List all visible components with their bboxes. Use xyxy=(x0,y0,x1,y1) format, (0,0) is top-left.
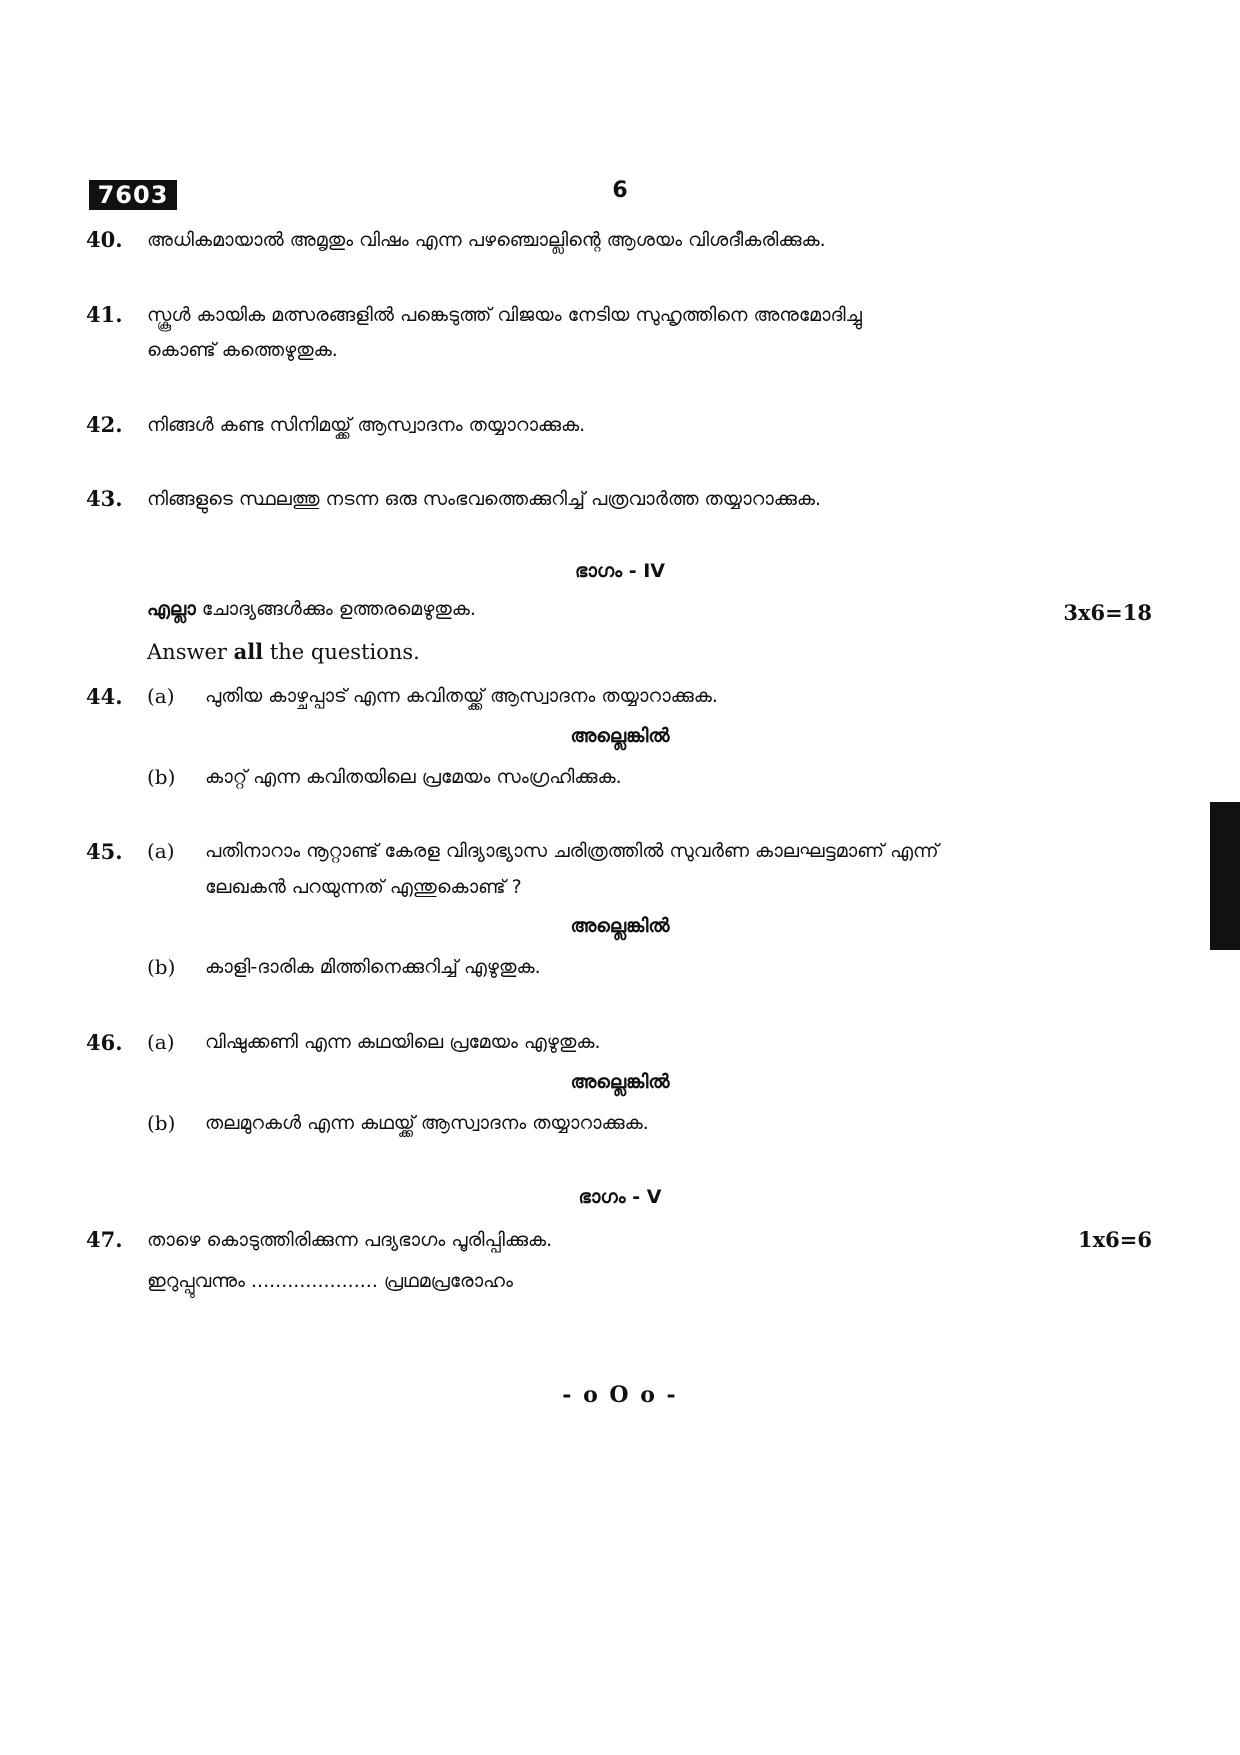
question-number: 47. xyxy=(86,1227,123,1252)
section-title-part-4: ഭാഗം - IV xyxy=(575,560,665,582)
page-edge-tab xyxy=(1210,802,1240,950)
option-label: (b) xyxy=(147,955,176,979)
instruction-en-emphasis: all xyxy=(233,639,264,664)
question-text: താഴെ കൊടുത്തിരിക്കുന്ന പദ്യഭാഗം പൂരിപ്പിക്കുക. xyxy=(147,1229,553,1251)
option-text: കാറ്റ് എന്ന കവിതയിലെ പ്രമേയം സംഗ്രഹിക്കുക. xyxy=(205,766,622,788)
option-text: കാളി-ദാരിക മിത്തിനെക്കുറിച്ച് എഴുതുക. xyxy=(205,956,541,978)
instruction-rest: ചോദ്യങ്ങൾക്കും ഉത്തരമെഴുതുക. xyxy=(195,598,476,620)
instruction-en-pre: Answer xyxy=(147,640,234,664)
option-label: (a) xyxy=(147,1030,175,1054)
instruction-emphasis: എല്ലാ xyxy=(147,598,196,620)
option-text: പുതിയ കാഴ്ചപ്പാട് എന്ന കവിതയ്ക്ക് ആസ്വാദനം തയ്യാറാക്കുക. xyxy=(205,685,718,707)
option-label: (b) xyxy=(147,1111,176,1135)
question-text: കൊണ്ട് കത്തെഴുതുക. xyxy=(147,339,338,361)
marks-part-4: 3x6=18 xyxy=(1063,600,1152,625)
option-text: വിഷുക്കണി എന്ന കഥയിലെ പ്രമേയം എഴുതുക. xyxy=(205,1031,601,1053)
instruction-malayalam xyxy=(147,598,476,620)
question-number: 44. xyxy=(86,684,123,709)
option-text: പതിനാറാം നൂറ്റാണ്ട് കേരള വിദ്യാഭ്യാസ ചരിത്രത്തിൽ സുവർണ കാലഘട്ടമാണ് എന്ന് xyxy=(205,840,939,862)
question-number: 40. xyxy=(86,227,123,252)
option-text: തലമുറകൾ എന്ന കഥയ്ക്ക് ആസ്വാദനം തയ്യാറാക്കുക. xyxy=(205,1112,649,1134)
section-title-part-5: ഭാഗം - V xyxy=(578,1186,662,1208)
question-number: 43. xyxy=(86,486,123,511)
option-label: (a) xyxy=(147,839,175,863)
question-text: നിങ്ങളുടെ സ്ഥലത്തു നടന്ന ഒരു സംഭവത്തെക്കുറിച്ച് പത്രവാർത്ത തയ്യാറാക്കുക. xyxy=(147,488,822,510)
page-number: 6 xyxy=(612,178,628,203)
end-of-paper-mark: - o O o - xyxy=(562,1382,678,1408)
paper-code: 7603 xyxy=(89,180,177,210)
marks-part-5: 1x6=6 xyxy=(1078,1227,1152,1252)
question-number: 45. xyxy=(86,839,123,864)
question-text: നിങ്ങൾ കണ്ട സിനിമയ്ക്ക് ആസ്വാദനം തയ്യാറാക്കുക. xyxy=(147,414,586,436)
or-label: അല്ലെങ്കിൽ xyxy=(570,1071,670,1093)
option-label: (b) xyxy=(147,765,176,789)
or-label: അല്ലെങ്കിൽ xyxy=(570,725,670,747)
option-label: (a) xyxy=(147,684,175,708)
question-number: 42. xyxy=(86,412,123,437)
or-label: അല്ലെങ്കിൽ xyxy=(570,915,670,937)
question-text: അധികമായാൽ അമൃതും വിഷം എന്ന പഴഞ്ചൊല്ലിന്റെ ആശയം വിശദീകരിക്കുക. xyxy=(147,229,826,251)
instruction-en-post: the questions. xyxy=(263,640,420,664)
question-number: 46. xyxy=(86,1030,123,1055)
instruction-english xyxy=(147,639,420,664)
verse-fill-line: ഇറുപ്പുവന്നും ..................... പ്രഥമപ്രരോഹം xyxy=(147,1270,513,1292)
question-number: 41. xyxy=(86,302,123,327)
option-text: ലേഖകൻ പറയുന്നത് എന്തുകൊണ്ട് ? xyxy=(205,876,522,898)
question-text: സ്കൂൾ കായിക മത്സരങ്ങളിൽ പങ്കെടുത്ത് വിജയം നേടിയ സുഹൃത്തിനെ അനുമോദിച്ചു xyxy=(147,304,862,326)
